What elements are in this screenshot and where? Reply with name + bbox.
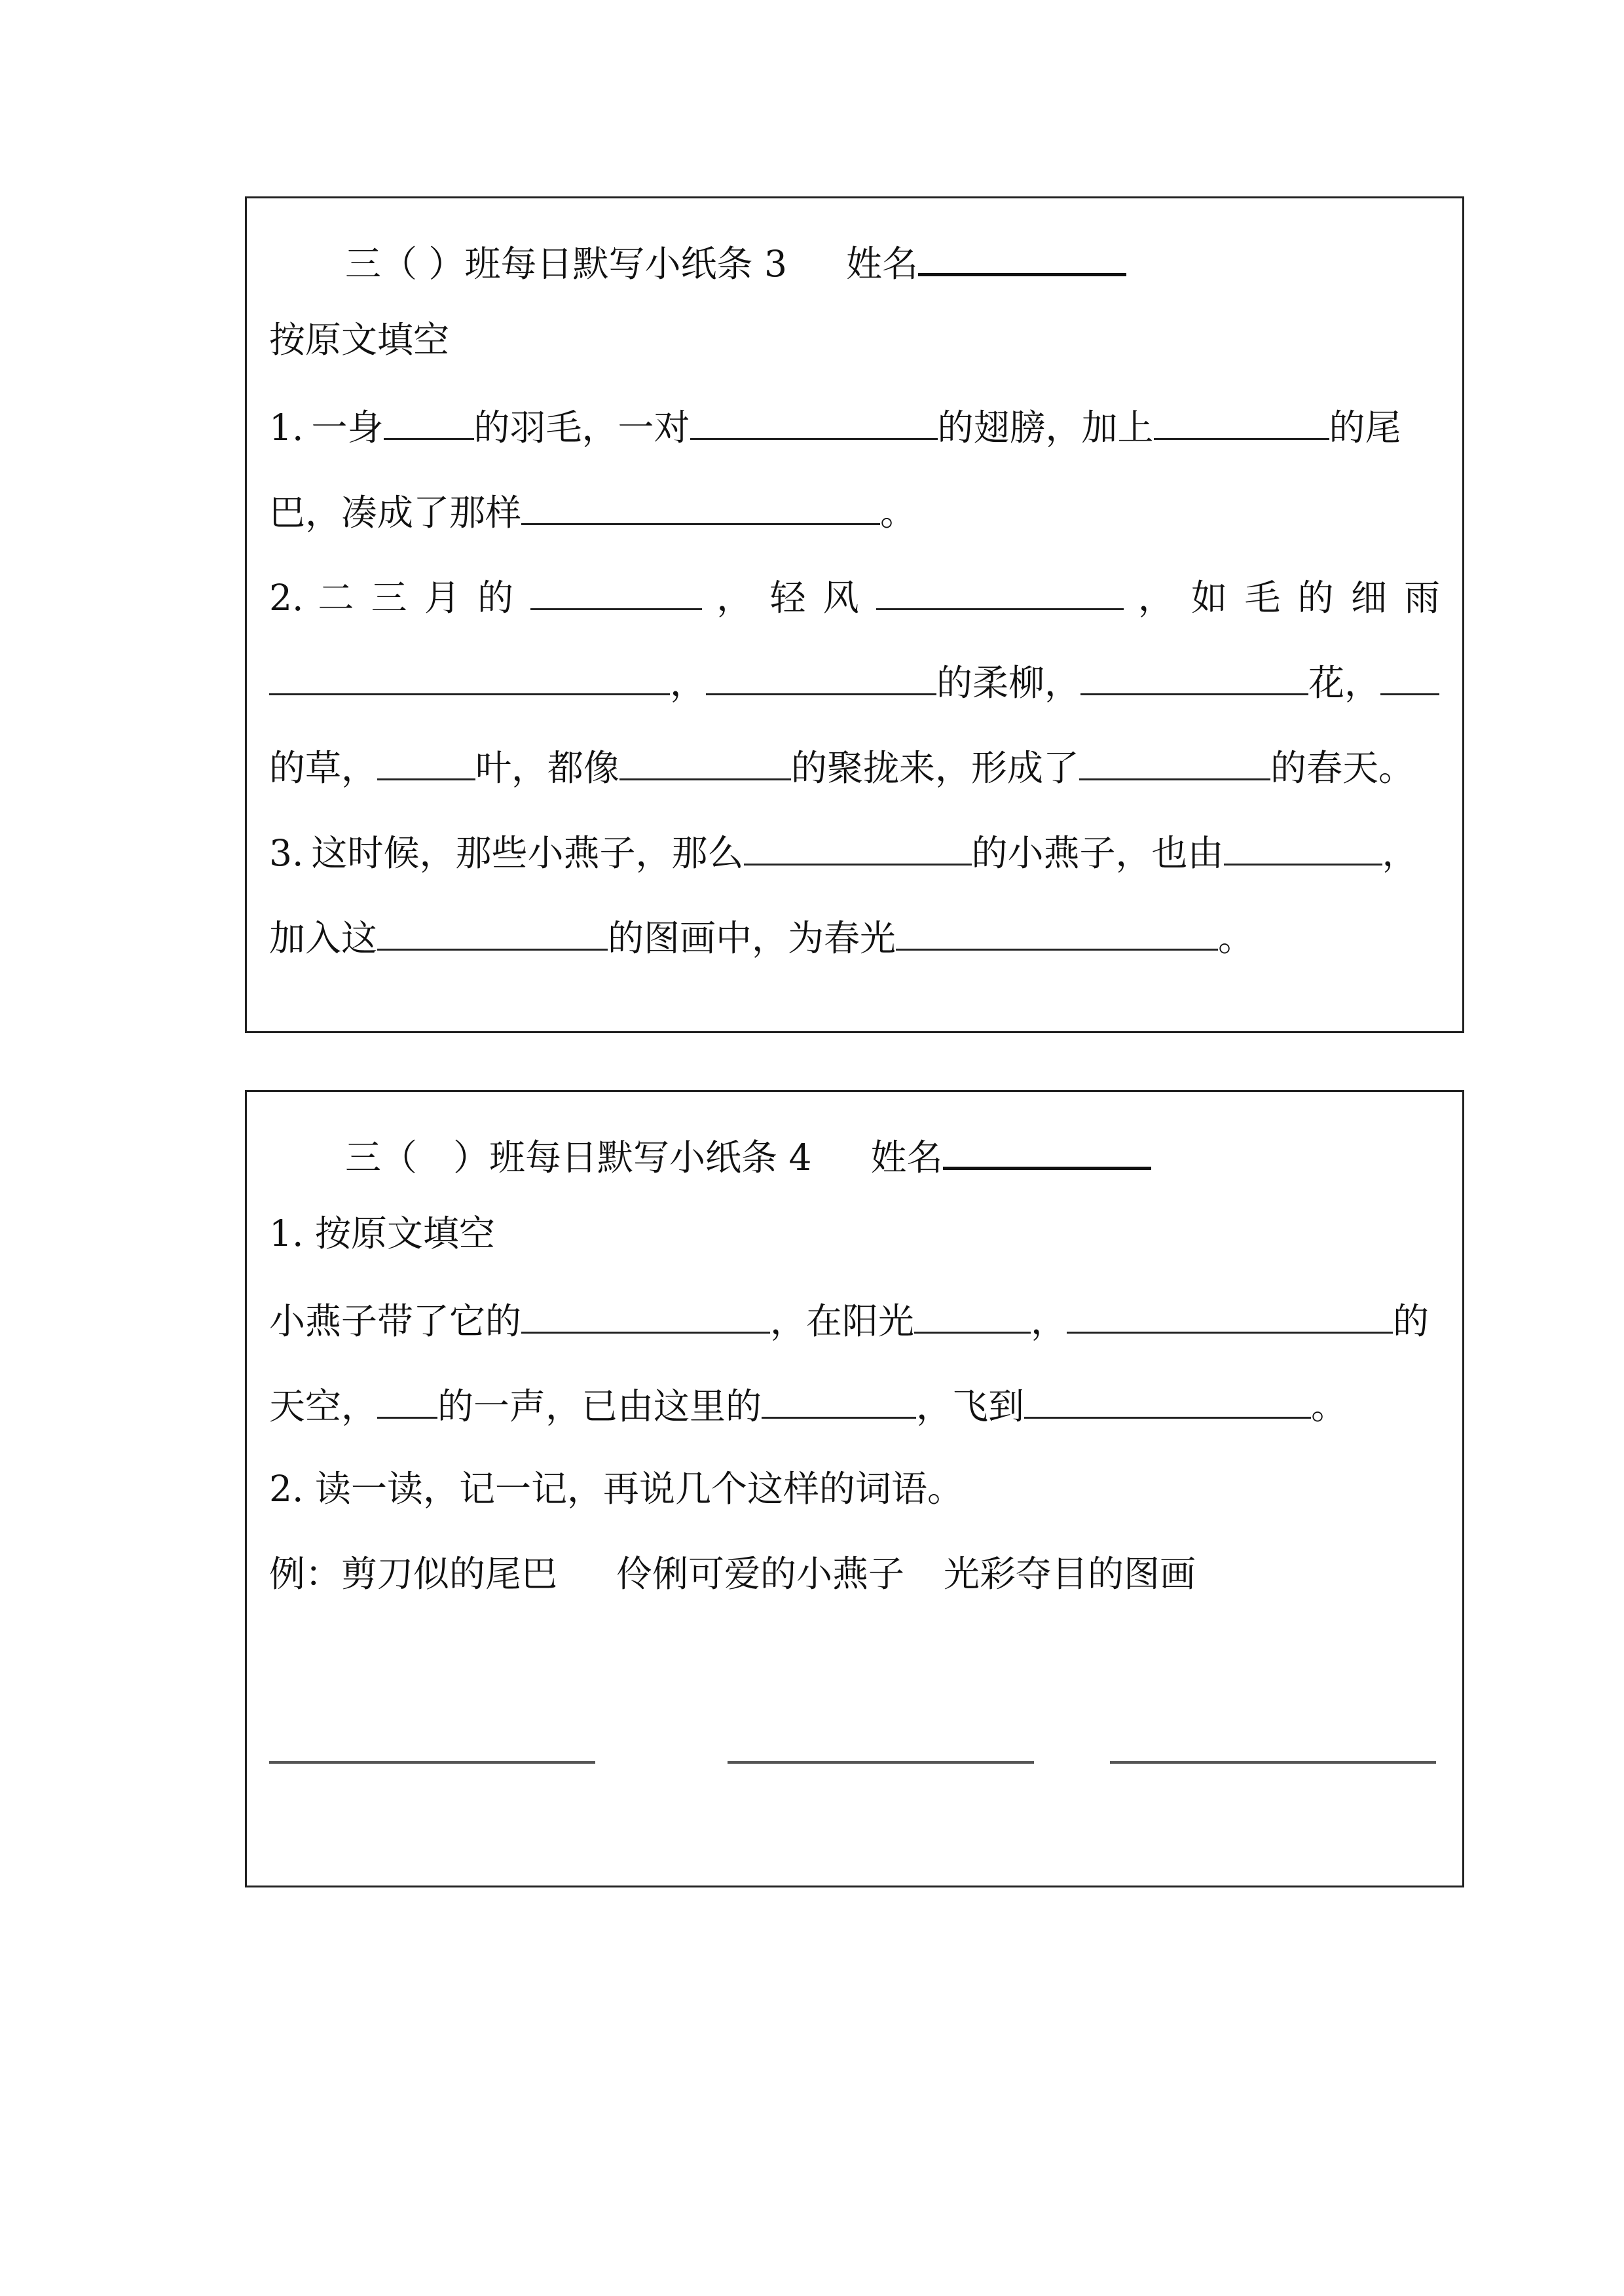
blank[interactable]	[521, 484, 880, 525]
slip-3-title-row	[345, 231, 1440, 283]
blank[interactable]	[896, 909, 1218, 951]
blank[interactable]	[377, 739, 475, 780]
slip-3-q3-line2: 加入这 的图画中，为春光 。	[269, 909, 1440, 962]
slip-3-q3-line1: 3. 这时候，那些小燕子，那么 的小燕子，也由 ，	[269, 824, 1440, 877]
slip-4-name-label: 姓名	[870, 1137, 943, 1178]
slip-3-q1-line1: 1. 一身 的羽毛，一对 的翅膀，加上 的尾	[269, 399, 1440, 451]
slip-4-q1-line2: 天空， 的一声，已由这里的 ，飞到 。	[269, 1377, 1440, 1430]
blank[interactable]	[744, 824, 972, 866]
blank[interactable]	[914, 1292, 1031, 1334]
blank[interactable]	[377, 1377, 437, 1419]
slip-4-q2-label: 2. 读一读，记一记，再说几个这样的词语。	[269, 1468, 963, 1510]
blank[interactable]	[1079, 739, 1270, 780]
slip-4-name-field[interactable]	[943, 1125, 1151, 1170]
blank[interactable]	[1067, 1292, 1393, 1334]
example-1: 剪刀似的尾巴	[341, 1553, 558, 1595]
slip-4-examples: 例：剪刀似的尾巴 伶俐可爱的小燕子 光彩夺目的图画	[269, 1553, 1196, 1595]
blank[interactable]	[690, 399, 938, 440]
example-2: 伶俐可爱的小燕子	[616, 1553, 905, 1595]
blank[interactable]	[1080, 654, 1308, 695]
slip-3-q2-line2: ， 的柔柳， 花，	[269, 654, 1440, 706]
blank[interactable]	[1154, 399, 1329, 440]
blank[interactable]	[377, 909, 608, 951]
slip-3-name-field[interactable]	[918, 231, 1126, 276]
blank[interactable]	[706, 654, 936, 695]
blank[interactable]	[1224, 824, 1382, 866]
slip-4-title-row	[345, 1125, 1440, 1177]
blank[interactable]	[876, 569, 1124, 610]
slip-3-q1-line2: 巴，凑成了那样 。	[269, 484, 1440, 536]
blank[interactable]	[619, 739, 791, 780]
blank[interactable]	[384, 399, 474, 440]
blank[interactable]	[521, 1292, 770, 1334]
blank[interactable]	[1380, 654, 1439, 695]
slip-4-q1-label: 1. 按原文填空	[269, 1212, 495, 1254]
answer-line-2[interactable]	[728, 1761, 1034, 1764]
blank[interactable]	[762, 1377, 916, 1419]
dictation-slip-4	[245, 1090, 1464, 1887]
answer-line-3[interactable]	[1110, 1761, 1436, 1764]
slip-3-instruction: 按原文填空	[269, 319, 450, 361]
dictation-slip-3	[245, 196, 1464, 1033]
slip-4-q1-line1: 小燕子带了它的 ，在阳光 ， 的	[269, 1292, 1440, 1345]
blank[interactable]	[1024, 1377, 1311, 1419]
slip-3-q2-line3: 的草， 叶，都像 的聚拢来，形成了 的春天。	[269, 739, 1440, 792]
slip-3-q2-line1: 2. 二 三 月 的 ， 轻 风 ， 如 毛 的 细 雨	[269, 569, 1440, 621]
slip-3-title: 三（ ）班每日默写小纸条 3	[345, 243, 787, 285]
slip-3-name-label: 姓名	[845, 243, 918, 285]
example-3: 光彩夺目的图画	[944, 1553, 1196, 1595]
slip-4-title: 三（ ）班每日默写小纸条 4	[345, 1137, 812, 1178]
answer-line-1[interactable]	[269, 1761, 595, 1764]
blank[interactable]	[530, 569, 702, 610]
blank[interactable]	[269, 654, 670, 695]
